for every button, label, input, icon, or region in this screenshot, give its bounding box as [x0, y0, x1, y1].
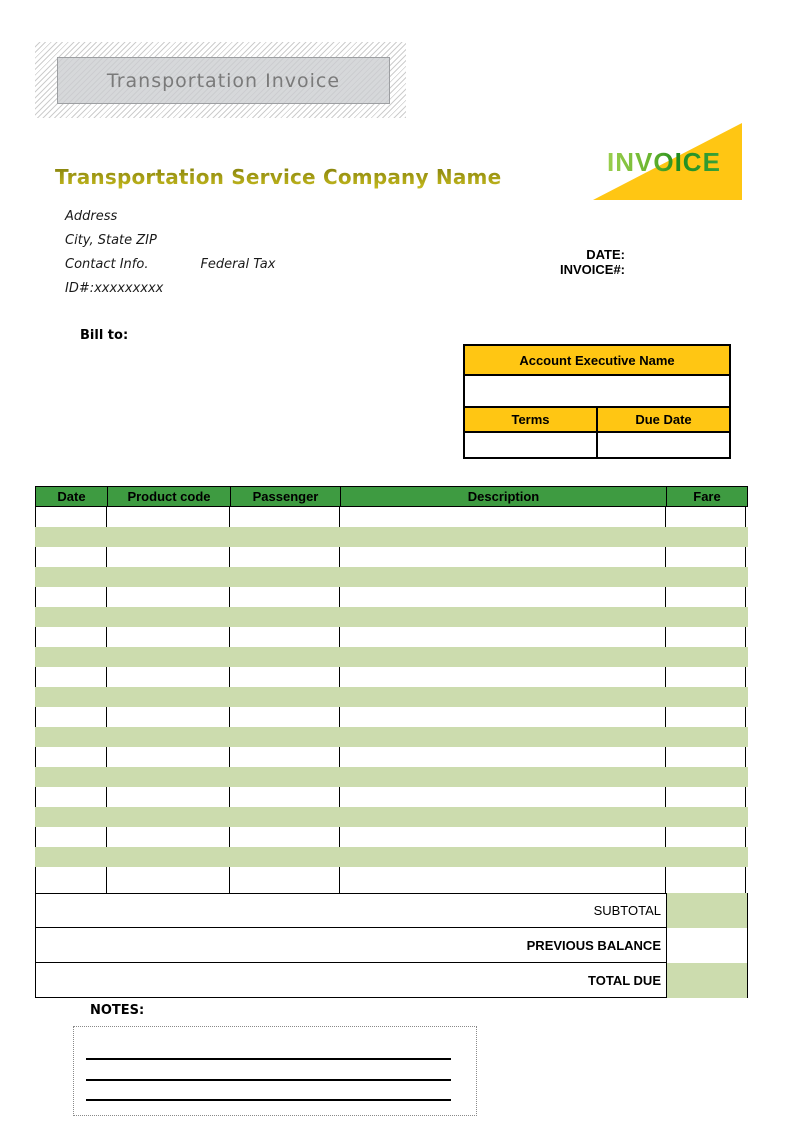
summary-label-total-due: TOTAL DUE: [35, 963, 667, 998]
item-cell[interactable]: [107, 547, 230, 567]
item-cell[interactable]: [340, 707, 666, 727]
item-cell[interactable]: [666, 867, 746, 893]
item-cell[interactable]: [340, 747, 666, 767]
column-header-product-code: Product code: [108, 487, 231, 506]
item-cell[interactable]: [230, 747, 340, 767]
invoice-logo-text: INVOICE: [607, 147, 721, 177]
notes-writing-line: [86, 1058, 451, 1060]
item-cell[interactable]: [35, 707, 107, 727]
item-cell[interactable]: [666, 787, 746, 807]
terms-value[interactable]: [464, 432, 597, 458]
item-cell[interactable]: [340, 827, 666, 847]
summary-value[interactable]: [667, 928, 748, 963]
contact-line: [65, 253, 275, 277]
item-cell[interactable]: [666, 627, 746, 647]
summary-label-subtotal: SUBTOTAL: [35, 893, 667, 928]
items-table-body: [35, 507, 748, 893]
item-cell[interactable]: [107, 867, 230, 893]
summary-value[interactable]: [667, 963, 748, 998]
account-executive-table: [463, 344, 731, 459]
item-cell[interactable]: [107, 827, 230, 847]
item-cell[interactable]: [35, 507, 107, 527]
item-cell[interactable]: [340, 867, 666, 893]
table-row: [35, 707, 748, 727]
notes-writing-line: [86, 1099, 451, 1101]
table-row: [35, 687, 748, 707]
column-header-passenger: Passenger: [231, 487, 341, 506]
item-cell[interactable]: [107, 707, 230, 727]
summary-row: [35, 893, 748, 928]
bill-to-value[interactable]: [80, 348, 380, 458]
table-row: [35, 727, 748, 747]
item-cell[interactable]: [35, 587, 107, 607]
tax-id-line: ID#:xxxxxxxxx: [65, 281, 164, 296]
bill-to-label: Bill to:: [80, 328, 129, 343]
invoice-logo: [593, 123, 742, 200]
table-row: [35, 507, 748, 527]
item-cell[interactable]: [35, 667, 107, 687]
item-cell[interactable]: [230, 627, 340, 647]
item-cell[interactable]: [340, 547, 666, 567]
account-executive-value[interactable]: [464, 375, 730, 407]
column-header-description: Description: [341, 487, 667, 506]
items-table-header: [35, 486, 748, 507]
terms-header: Terms: [464, 407, 597, 432]
item-cell[interactable]: [107, 507, 230, 527]
item-cell[interactable]: [230, 587, 340, 607]
table-row: [35, 747, 748, 767]
item-cell[interactable]: [35, 747, 107, 767]
company-name: Transportation Service Company Name: [55, 165, 502, 189]
due-date-value[interactable]: [597, 432, 730, 458]
item-cell[interactable]: [35, 867, 107, 893]
item-cell[interactable]: [35, 827, 107, 847]
notes-label: NOTES:: [90, 1003, 145, 1018]
table-row: [35, 627, 748, 647]
item-cell[interactable]: [230, 787, 340, 807]
item-cell[interactable]: [230, 827, 340, 847]
item-cell[interactable]: [35, 787, 107, 807]
item-cell[interactable]: [230, 867, 340, 893]
table-row: [35, 647, 748, 667]
item-cell[interactable]: [107, 787, 230, 807]
contact-info: Contact Info.: [65, 257, 149, 272]
column-header-fare: Fare: [693, 489, 721, 504]
title-box: [57, 57, 390, 104]
item-cell[interactable]: [107, 747, 230, 767]
table-row: [35, 767, 748, 787]
item-cell[interactable]: [340, 507, 666, 527]
items-table: [35, 486, 748, 893]
table-row: [35, 567, 748, 587]
item-cell[interactable]: [666, 707, 746, 727]
invoice-number-label: INVOICE#:: [559, 262, 625, 277]
item-cell[interactable]: [230, 667, 340, 687]
item-cell[interactable]: [666, 827, 746, 847]
invoice-meta: [440, 247, 625, 277]
item-cell[interactable]: [666, 587, 746, 607]
table-row: [35, 607, 748, 627]
table-row: [35, 867, 748, 893]
federal-tax: Federal Tax: [200, 257, 276, 272]
table-row: [35, 527, 748, 547]
table-row: [35, 847, 748, 867]
table-row: [35, 827, 748, 847]
page-title: Transportation Invoice: [106, 69, 341, 92]
item-cell[interactable]: [107, 667, 230, 687]
due-date-header: Due Date: [597, 407, 730, 432]
notes-box[interactable]: [73, 1026, 477, 1116]
company-address-block: [65, 205, 275, 301]
summary-label-previous-balance: PREVIOUS BALANCE: [35, 928, 667, 963]
account-executive-header: Account Executive Name: [464, 345, 730, 375]
city-state-zip-line: City, State ZIP: [65, 233, 157, 248]
table-row: [35, 667, 748, 687]
item-cell[interactable]: [107, 627, 230, 647]
item-cell[interactable]: [230, 547, 340, 567]
item-cell[interactable]: [35, 627, 107, 647]
table-row: [35, 547, 748, 567]
item-cell[interactable]: [666, 667, 746, 687]
address-line: Address: [65, 209, 118, 224]
item-cell[interactable]: [340, 627, 666, 647]
summary-section: [35, 893, 748, 998]
item-cell[interactable]: [340, 667, 666, 687]
summary-row: [35, 928, 748, 963]
item-cell[interactable]: [340, 587, 666, 607]
item-cell[interactable]: [666, 747, 746, 767]
table-row: [35, 587, 748, 607]
hatched-banner: [35, 42, 406, 118]
item-cell[interactable]: [666, 547, 746, 567]
item-cell[interactable]: [230, 507, 340, 527]
item-cell[interactable]: [230, 707, 340, 727]
item-cell[interactable]: [666, 507, 746, 527]
table-row: [35, 807, 748, 827]
column-header-date: Date: [36, 487, 108, 506]
table-row: [35, 787, 748, 807]
summary-row: [35, 963, 748, 998]
summary-value[interactable]: [667, 893, 748, 928]
item-cell[interactable]: [35, 547, 107, 567]
item-cell[interactable]: [340, 787, 666, 807]
item-cell[interactable]: [107, 587, 230, 607]
date-label: DATE:: [586, 247, 625, 262]
notes-writing-line: [86, 1079, 451, 1081]
